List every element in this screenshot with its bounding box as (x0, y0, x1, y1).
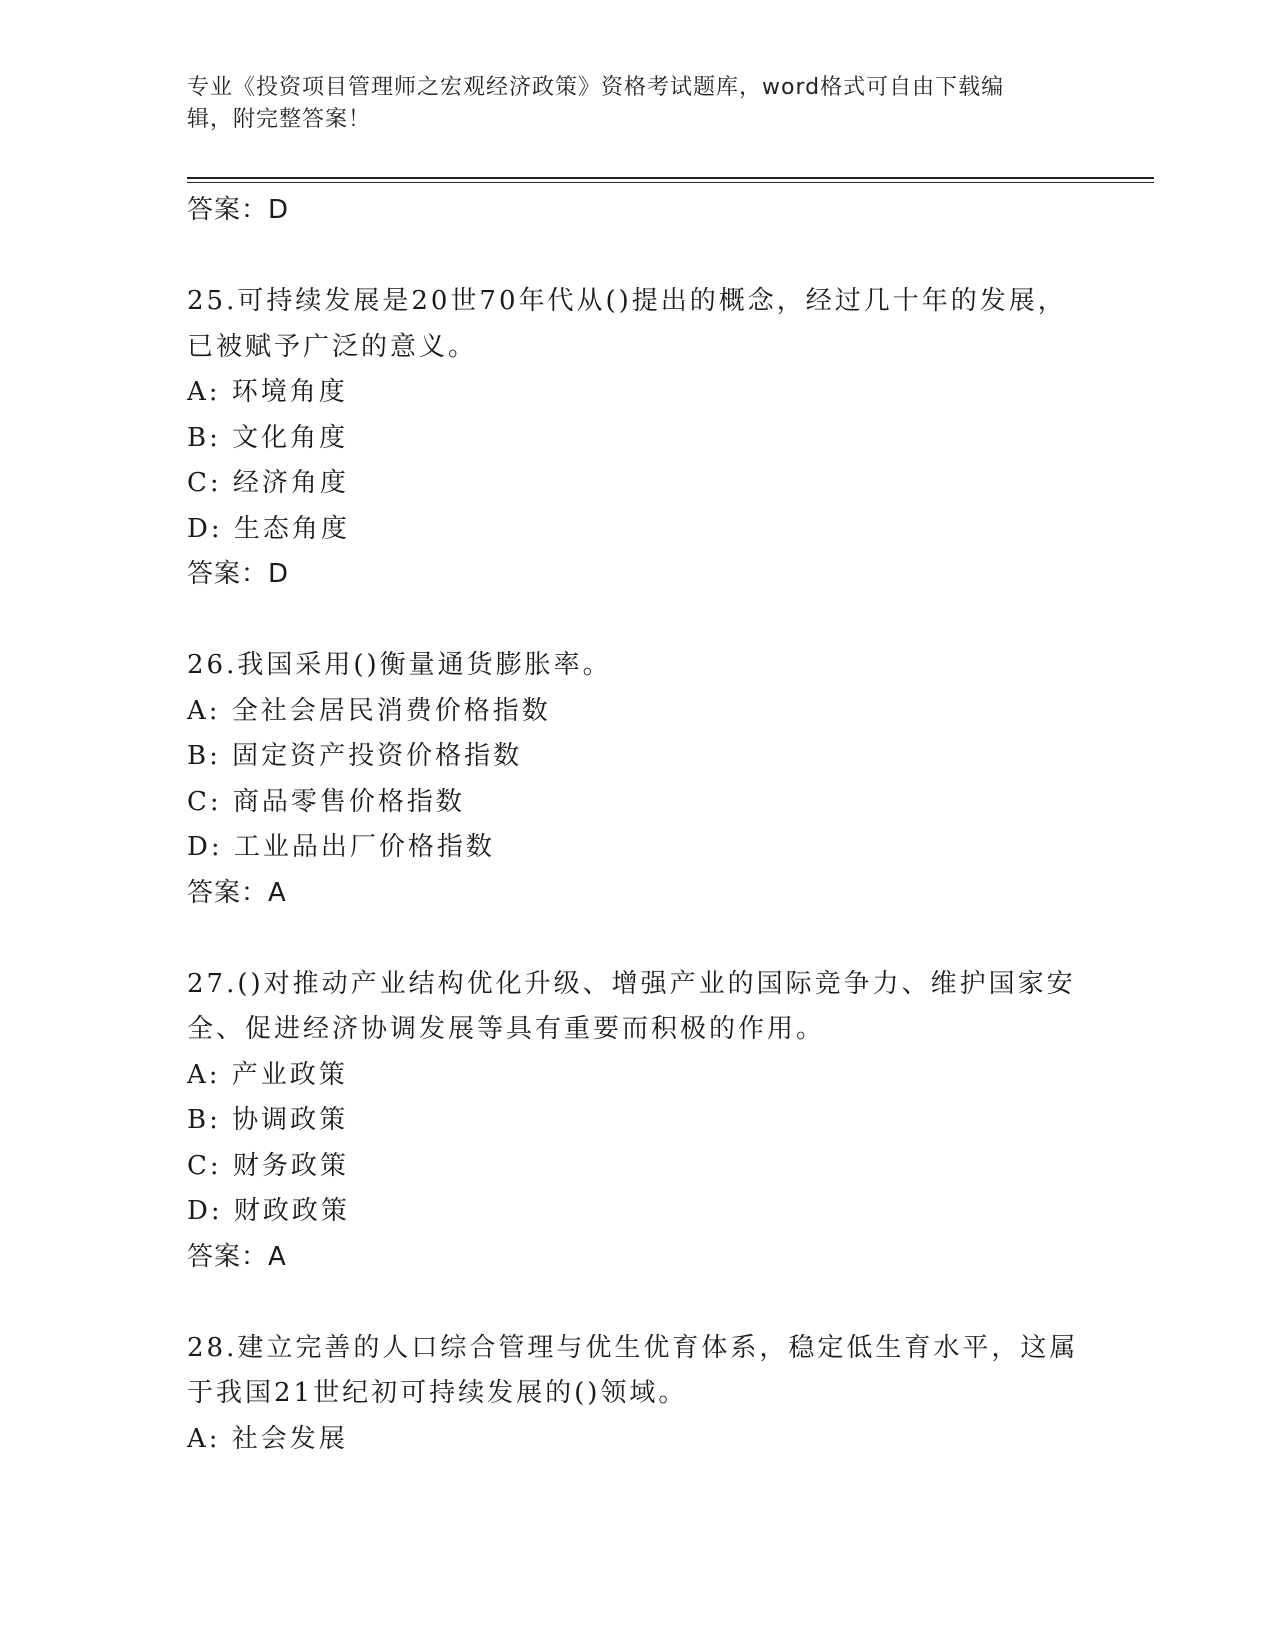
option-c: C: 财务政策 (187, 1150, 349, 1181)
header-rule-thick (187, 177, 1154, 179)
question-block (187, 1326, 1087, 1463)
question-stem: 已被赋予广泛的意义。 (187, 331, 478, 362)
spacer (187, 234, 1087, 280)
question-stem: 于我国21世纪初可持续发展的()领域。 (187, 1378, 688, 1408)
option-b: B: 固定资产投资价格指数 (187, 741, 523, 771)
question-block (187, 643, 1087, 916)
answer-label: 答案：A (187, 877, 287, 908)
question-block (187, 279, 1087, 598)
header-rule-thin (187, 182, 1154, 183)
answer-label: 答案：D (187, 559, 290, 589)
option-d: D: 财政政策 (187, 1196, 350, 1226)
option-c: C: 商品零售价格指数 (187, 786, 465, 817)
question-stem: 27.()对推动产业结构优化升级、增强产业的国际竞争力、维护国家安 (187, 968, 1076, 999)
question-list (187, 188, 1087, 1462)
option-a: A: 社会发展 (187, 1423, 348, 1454)
answer-label: 答案：A (187, 1241, 287, 1272)
option-c: C: 经济角度 (187, 468, 349, 498)
spacer (187, 916, 1087, 962)
option-b: B: 协调政策 (187, 1105, 349, 1135)
option-d: D: 生态角度 (187, 513, 350, 544)
question-stem: 26.我国采用()衡量通货膨胀率。 (187, 650, 612, 680)
spacer (187, 1280, 1087, 1326)
question-stem: 全、促进经济协调发展等具有重要而积极的作用。 (187, 1014, 826, 1044)
answer-label: 答案：D (187, 195, 290, 225)
question-block (187, 962, 1087, 1281)
header-line-2: 辑，附完整答案！ (187, 107, 372, 132)
question-stem: 28.建立完善的人口综合管理与优生优育体系，稳定低生育水平，这属 (187, 1332, 1079, 1363)
document-header (187, 72, 1067, 136)
spacer (187, 598, 1087, 644)
header-line-1: 专业《投资项目管理师之宏观经济政策》资格考试题库，word格式可自由下载编 (187, 75, 1005, 100)
option-a: A: 产业政策 (187, 1059, 348, 1090)
option-a: A: 环境角度 (187, 377, 348, 407)
option-b: B: 文化角度 (187, 422, 349, 453)
question-stem: 25.可持续发展是20世70年代从()提出的概念，经过几十年的发展， (187, 286, 1067, 316)
option-a: A: 全社会居民消费价格指数 (187, 695, 551, 726)
option-d: D: 工业品出厂价格指数 (187, 832, 495, 862)
